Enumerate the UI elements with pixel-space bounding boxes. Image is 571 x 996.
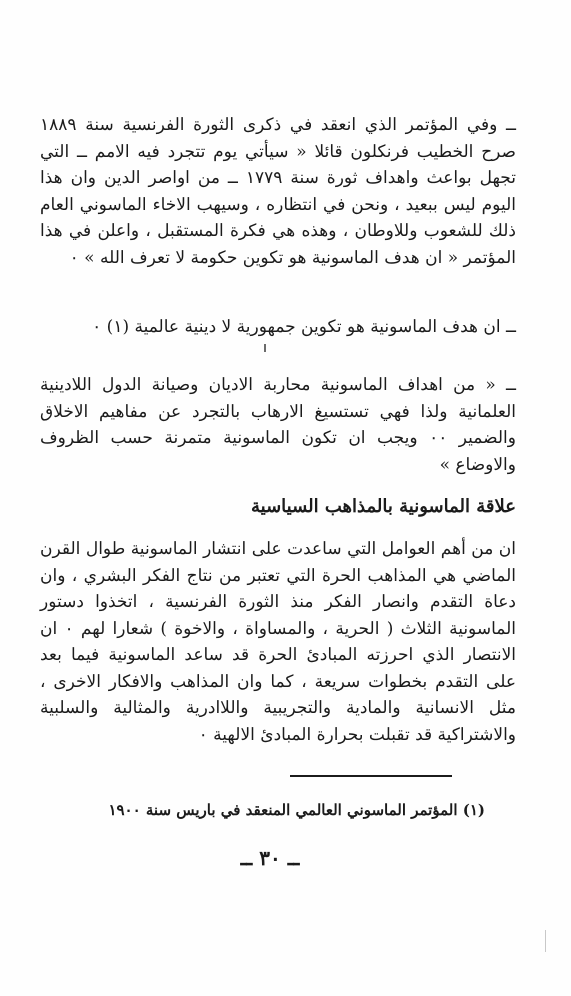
page-number: ــ ٣٠ ــ: [240, 846, 300, 870]
paragraph-congress-1889: [40, 112, 516, 271]
paragraph-text: ان من أهم العوامل التي ساعدت على انتشار الماسونية طوال القرن الماضي هي المذاهب الحرة التي تعتبر من نتاج الفكر البشري ، وان دعاة التقدم وانصار الفكر منذ الثورة الفرنسية ، اتخذوا دستور الماسونية الثلاث ( الحرية ، والمساواة ، والاخوة ) شعارا لهم ٠ ان الانتصار الذي احرزته المبادئ الحرة قد ساعد الماسونية فيما بعد على التقدم بخطوات سريعة ، كما وان المذاهب والافكار الاخرى ، مثل الانسانية والمادية والتجريبية واللاادرية والمثالية والسلبية والاشتراكية قد تقبلت بحرارة المبادئ الالهية ٠: [40, 539, 516, 745]
paragraph-masonic-goals: [40, 372, 516, 478]
paragraph-text: ــ « من اهداف الماسونية محاربة الاديان وصيانة الدول اللادينية العلمانية ولذا فهي تستسيغ الارهاب بالتجرد عن مفاهيم الاخلاق والضمير ٠٠ ويجب ان تكون الماسونية متمرنة حسب الظروف والاوضاع »: [40, 375, 516, 475]
section-heading: علاقة الماسونية بالمذاهب السياسية: [250, 496, 516, 517]
paragraph-text: ــ وفي المؤتمر الذي انعقد في ذكرى الثورة الفرنسية سنة ١٨٨٩ صرح الخطيب فرنكلون قائلا « سيأتي يوم تتجرد فيه الامم ــ التي تجهل بواعث واهداف ثورة سنة ١٧٧٩ ــ من اواصر الدين وان هذا اليوم ليس ببعيد ، ونحن في انتظاره ، وسيهب الاخاء الماسوني العام ذلك للشعوب وللاوطان ، وهذه هي فكرة المستقبل ، واعلن في هذا المؤتمر « ان هدف الماسونية هو تكوين حكومة لا تعرف الله » ٠: [40, 115, 517, 268]
footnote-divider: [290, 775, 452, 777]
print-speck: [264, 344, 266, 352]
paragraph-political-doctrines: [40, 536, 516, 748]
footnote: (١) المؤتمر الماسوني العالمي المنعقد في باريس سنة ١٩٠٠: [108, 801, 485, 819]
paragraph-world-republic: [40, 314, 516, 341]
paragraph-text: ــ ان هدف الماسونية هو تكوين جمهورية لا دينية عالمية (١) ٠: [92, 317, 516, 337]
scan-mark: [545, 930, 546, 952]
